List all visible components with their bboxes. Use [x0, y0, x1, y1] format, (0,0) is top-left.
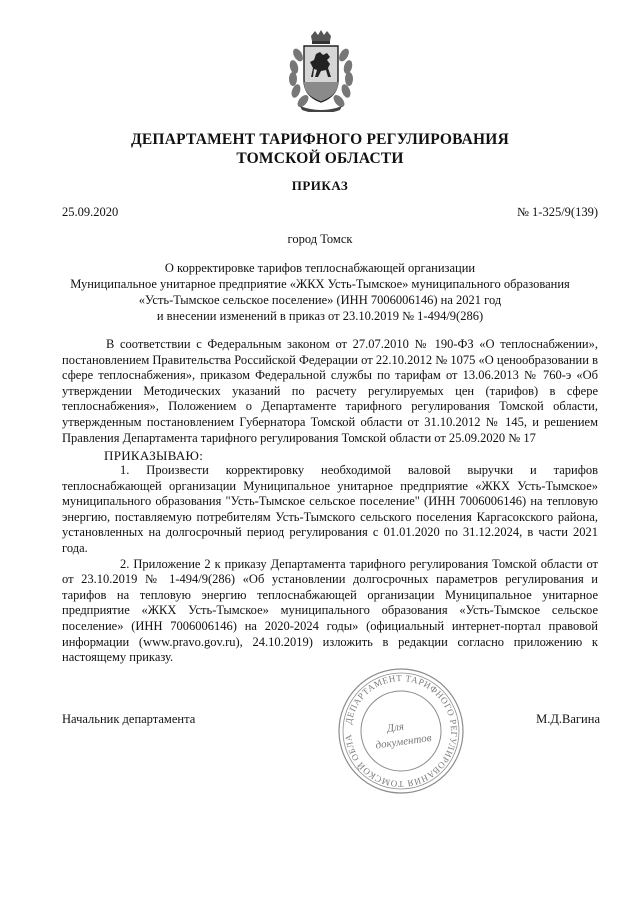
coat-of-arms-icon — [286, 30, 356, 112]
stamp-center-line1: Для — [386, 720, 405, 735]
order-items — [62, 463, 598, 666]
order-item-1: 1. Произвести корректировку необходимой валовой выручки и тарифов теплоснабжающей организации Муниципальное унитарное предприятие «ЖКХ Усть-Тымское» муниципального образования "Усть-Тымское сельское поселение" (ИНН 7006006146) на тепловую энергию, поставляемую потребителям Усть-Тымского сельского поселения Каргасокского района, установленных на долгосрочный период регулирования с 01.01.2020 по 31.12.2024, в части 2021 года. — [62, 463, 598, 555]
city: город Томск — [287, 232, 353, 246]
subject-line4: и внесении изменений в приказ от 23.10.2019 № 1-494/9(286) — [156, 309, 484, 323]
order-date: 25.09.2020 — [62, 205, 119, 219]
signatory-position: Начальник департамента — [62, 712, 196, 726]
department-name — [0, 130, 640, 168]
stamp-ring-text: ДЕПАРТАМЕНТ ТАРИФНОГО РЕГУЛИРОВАНИЯ ТОМСКОЙ ОБЛА — [343, 672, 460, 790]
order-item-2: 2. Приложение 2 к приказу Департамента тарифного регулирования Томской области от от 23.10.2019 № 1-494/9(286) «Об установлении долгосрочных параметров регулирования и тарифов на тепловую энергию теплоснабжающей организации Муниципальное унитарное предприятие «ЖКХ Усть-Тымское» муниципального образования «Усть-Тымское сельское поселение» (ИНН 7006006146) на 2020-2024 годы» (официальный интернет-портал правовой информации (www.pravo.gov.ru), 24.10.2019) изложить в редакции согласно приложению к настоящему приказу. — [62, 556, 598, 665]
subject-line3: «Усть-Тымское сельское поселение» (ИНН 7006006146) на 2021 год — [138, 293, 502, 307]
signatory-name: М.Д.Вагина — [536, 712, 600, 726]
subject-line1: О корректировке тарифов теплоснабжающей организации — [164, 261, 476, 275]
subject-line2: Муниципальное унитарное предприятие «ЖКХ Усть-Тымское» муниципального образования — [70, 277, 570, 291]
order-title: ПРИКАЗ — [291, 178, 349, 193]
stamp-center-line2: документов — [374, 731, 433, 752]
preamble-paragraph: В соответствии с Федеральным законом от 27.07.2010 № 190-ФЗ «О теплоснабжении», постановлением Правительства Российской Федерации от 22.10.2012 № 1075 «О ценообразовании в сфере теплоснабжения», приказом Федеральной службы по тарифам от 13.06.2013 № 760-э «Об утверждении Методических указаний по расчету регулируемых цен (тарифов) в сфере теплоснабжения», Положением о Департаменте тарифного регулирования Томской области, утвержденным постановлением Губернатора Томской области от 31.10.2012 № 145, и решением Правления Департамента тарифного регулирования Томской области от 25.09.2020 № 17 — [62, 337, 598, 445]
seal-stamp-icon — [336, 666, 466, 796]
decree-word: ПРИКАЗЫВАЮ: — [104, 448, 204, 463]
department-name-line2: ТОМСКОЙ ОБЛАСТИ — [236, 150, 404, 167]
order-number: № 1-325/9(139) — [516, 205, 598, 219]
order-subject — [0, 260, 640, 324]
department-name-line1: ДЕПАРТАМЕНТ ТАРИФНОГО РЕГУЛИРОВАНИЯ — [131, 131, 509, 148]
